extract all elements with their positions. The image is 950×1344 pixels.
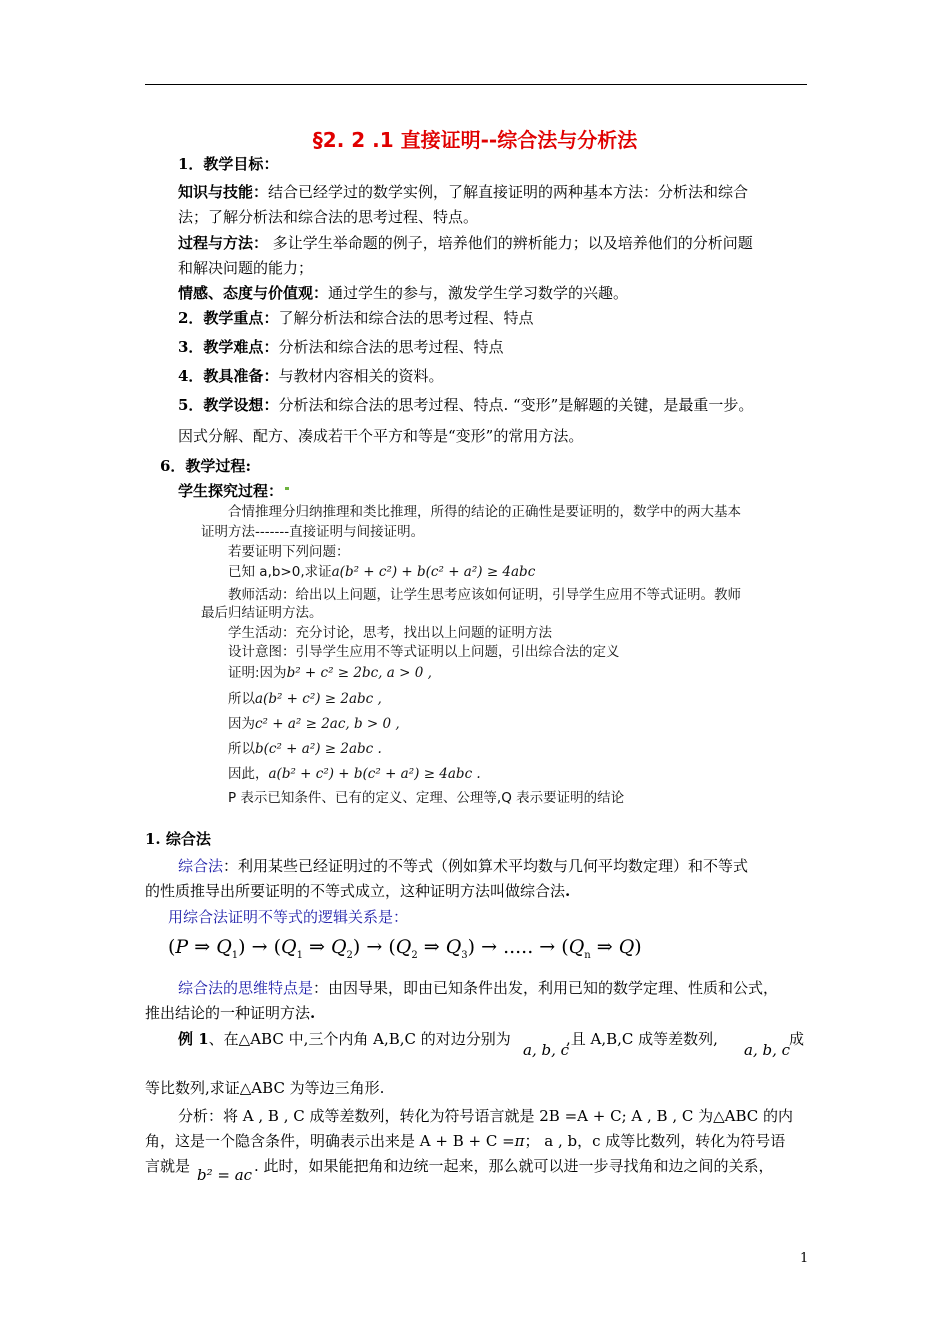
image-line-5: 教师活动：给出以上问题，让学生思考应该如何证明，引导学生应用不等式证明。教师 (228, 587, 741, 603)
synthesis-def-line-2: 的性质推导出所要证明的不等式成立，这种证明方法叫做综合法. (145, 882, 571, 900)
example-1-line-1 (178, 1029, 511, 1049)
key-point-text: 了解分析法和综合法的思考过程、特点 (278, 309, 534, 327)
image-line-9 (228, 661, 432, 681)
process-text-2: 和解决问题的能力； (178, 259, 314, 277)
image-line-4-math: a(b² + c²) + b(c² + a²) ≥ 4abc (331, 564, 536, 580)
example-1-label: 例 1 (178, 1030, 209, 1048)
analysis-text-2: 角，这是一个隐含条件，明确表示出来是 A + B + C = (145, 1132, 515, 1150)
synthesis-logic-label: 用综合法证明不等式的逻辑关系是： (168, 908, 409, 926)
synthesis-def-label: 综合法 (178, 857, 224, 875)
synthesis-feature-label: 综合法的思维特点是 (178, 979, 314, 997)
synthesis-feature-line-1 (178, 978, 778, 998)
process-text-1: 多让学生举命题的例子，培养他们的辨析能力；以及培养他们的分析问题 (268, 234, 753, 252)
image-line-12-text: 所以 (228, 741, 255, 757)
synthesis-logic-formula: (P ⇒ $Q_1) \to (Q_1$ ⇒ $Q_2) \to (Q_2$ ⇒ $Q_3$) → ..... → ($Q_n$ ⇒ Q) (168, 936, 642, 961)
image-line-6: 最后归结证明方法。 (201, 605, 323, 621)
materials-text: 与教材内容相关的资料。 (278, 367, 444, 385)
example-1-line-2: 等比数列,求证△ABC 为等边三角形. (145, 1079, 385, 1097)
image-line-10 (228, 687, 382, 707)
image-line-4 (228, 560, 535, 580)
materials-label: 4．教具准备： (178, 367, 279, 385)
explore-label: 学生探究过程： (178, 482, 284, 500)
design-label: 5．教学设想： (178, 396, 279, 414)
knowledge-label: 知识与技能： (178, 183, 269, 201)
attitude-line (178, 283, 628, 303)
process-label: 过程与方法： (178, 234, 269, 252)
image-line-7: 学生活动：充分讨论，思考，找出以上问题的证明方法 (228, 625, 552, 641)
analysis-math: b² = ac (197, 1166, 253, 1184)
analysis-line-2 (145, 1131, 785, 1151)
analysis-line-3-start: 言就是 (145, 1157, 191, 1175)
image-line-8: 设计意图：引导学生应用不等式证明以上问题，引出综合法的定义 (228, 644, 620, 660)
image-line-13-text: 因此， (228, 766, 269, 782)
key-point-label: 2．教学重点： (178, 309, 279, 327)
key-point-line (178, 308, 533, 328)
explore-heading (178, 481, 289, 501)
example-1-math-2: a, b, c (744, 1041, 791, 1059)
image-line-11-text: 因为 (228, 716, 255, 732)
page-number: 1 (800, 1251, 809, 1266)
materials-line (178, 366, 443, 386)
section-1-heading: 1．教学目标： (178, 155, 279, 173)
analysis-line-3-end: . 此时，如果能把角和边统一起来，那么就可以进一步寻找角和边之间的关系， (254, 1157, 774, 1175)
synthesis-feature-line-2: 推出结论的一种证明方法. (145, 1004, 316, 1022)
example-1-text-1c: 成 (789, 1030, 805, 1048)
image-line-13-math: a(b² + c²) + b(c² + a²) ≥ 4abc . (268, 766, 481, 782)
image-line-9-math: b² + c² ≥ 2bc, a > 0 , (286, 665, 432, 681)
image-line-2: 证明方法-------直接证明与间接证明。 (201, 524, 425, 540)
difficulty-label: 3．教学难点： (178, 338, 279, 356)
knowledge-line-1 (178, 182, 748, 202)
page-title: §2. 2 .1 直接证明--综合法与分析法 (312, 128, 638, 152)
image-line-4-text: 已知 a,b>0,求证 (228, 564, 332, 580)
green-mark-icon (285, 487, 289, 490)
synthesis-feature-text-2: 推出结论的一种证明方法 (145, 1004, 311, 1022)
synthesis-heading: 1. 综合法 (145, 830, 211, 848)
difficulty-line (178, 337, 503, 357)
image-line-1: 合情推理分归纳推理和类比推理，所得的结论的正确性是要证明的，数学中的两大基本 (228, 504, 741, 520)
image-line-10-math: a(b² + c²) ≥ 2abc , (255, 691, 382, 707)
knowledge-text-2: 法；了解分析法和综合法的思考过程、特点。 (178, 208, 479, 226)
image-line-12-math: b(c² + a²) ≥ 2abc . (255, 741, 382, 757)
synthesis-def-line-1 (178, 856, 748, 876)
example-1-math-1: a, b, c (523, 1041, 570, 1059)
analysis-pi: π (514, 1132, 525, 1150)
image-line-11 (228, 712, 400, 732)
process-line-1 (178, 233, 753, 253)
image-line-10-text: 所以 (228, 691, 255, 707)
analysis-text-2b: ； a , b，c 成等比数列，转化为符号语 (524, 1132, 786, 1150)
image-line-13 (228, 762, 481, 782)
difficulty-text: 分析法和综合法的思考过程、特点 (278, 338, 504, 356)
design-line (178, 395, 753, 415)
attitude-text: 通过学生的参与，激发学生学习数学的兴趣。 (328, 284, 629, 302)
example-1-text-1: 、在△ABC 中,三个内角 A,B,C 的对边分别为 (208, 1030, 511, 1048)
synthesis-feature-text-1: ：由因导果，即由已知条件出发，利用已知的数学定理、性质和公式， (313, 979, 779, 997)
design-text: 分析法和综合法的思考过程、特点. “变形”是解题的关键，是最重一步。 (278, 396, 754, 414)
image-line-11-math: c² + a² ≥ 2ac, b > 0 , (255, 716, 400, 732)
synthesis-def-text-2: 的性质推导出所要证明的不等式成立，这种证明方法叫做综合法 (145, 882, 566, 900)
example-1-text-1b: ,且 A,B,C 成等差数列, (566, 1030, 718, 1048)
image-line-12 (228, 737, 382, 757)
image-line-9-text: 证明:因为 (228, 665, 287, 681)
header-rule (145, 84, 807, 85)
design-text-2: 因式分解、配方、凑成若干个平方和等是“变形”的常用方法。 (178, 427, 584, 445)
analysis-line-1: 分析：将 A , B , C 成等差数列，转化为符号语言就是 2B =A + C; A , B , C 为△ABC 的内 (178, 1107, 794, 1125)
image-line-14: P 表示已知条件、已有的定义、定理、公理等,Q 表示要证明的结论 (228, 790, 625, 806)
knowledge-text-1: 结合已经学过的数学实例，了解直接证明的两种基本方法：分析法和综合 (268, 183, 749, 201)
image-line-3: 若要证明下列问题： (228, 544, 350, 560)
attitude-label: 情感、态度与价值观： (178, 284, 329, 302)
section-6-heading: 6．教学过程: (160, 457, 251, 475)
synthesis-def-text-1: ：利用某些已经证明过的不等式（例如算术平均数与几何平均数定理）和不等式 (223, 857, 749, 875)
